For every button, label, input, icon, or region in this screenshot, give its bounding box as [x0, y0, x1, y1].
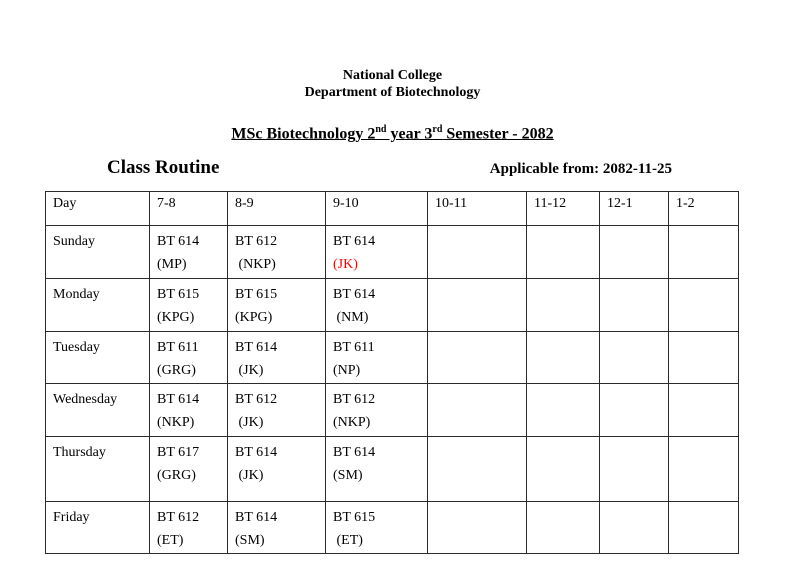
day-label: Tuesday [53, 340, 100, 356]
course-code: BT 612 [235, 392, 278, 408]
day-label: Sunday [53, 234, 95, 250]
slot-cell-empty [527, 226, 600, 279]
document-title [0, 120, 785, 143]
department-name: Department of Biotechnology [304, 85, 481, 100]
slot-cell-empty [527, 384, 600, 437]
header-row [46, 192, 739, 226]
column-header-8-9: 8-9 [228, 192, 326, 226]
subheading-row [0, 157, 785, 179]
slot-cell-empty [669, 332, 739, 384]
slot-cell-empty [527, 279, 600, 332]
course-code: BT 617 [157, 445, 200, 461]
course-code: BT 612 [157, 510, 200, 526]
title-text: Semester - 2082 [442, 125, 554, 143]
day-cell [46, 332, 150, 384]
teacher-initials: (MP) [157, 257, 187, 273]
slot-cell-empty [669, 437, 739, 502]
day-cell [46, 226, 150, 279]
course-code: BT 614 [157, 392, 200, 408]
teacher-initials: (SM) [235, 533, 265, 549]
teacher-initials: (ET) [157, 533, 184, 549]
course-code: BT 614 [157, 234, 200, 250]
course-code: BT 612 [333, 392, 376, 408]
day-cell [46, 279, 150, 332]
day-cell [46, 437, 150, 502]
course-code: BT 614 [235, 445, 278, 461]
course-code: BT 614 [235, 510, 278, 526]
slot-cell [326, 226, 428, 279]
slot-cell-empty [527, 437, 600, 502]
day-label: Wednesday [53, 392, 118, 408]
slot-cell-empty [527, 502, 600, 554]
slot-cell-empty [428, 332, 527, 384]
slot-cell-empty [669, 279, 739, 332]
column-header-11-12: 11-12 [527, 192, 600, 226]
day-label: Friday [53, 510, 90, 526]
table-row-wednesday [46, 384, 739, 437]
course-code: BT 614 [235, 340, 278, 356]
slot-cell-empty [600, 226, 669, 279]
table-row-thursday [46, 437, 739, 502]
slot-cell-empty [669, 502, 739, 554]
slot-cell [228, 226, 326, 279]
teacher-initials: (GRG) [157, 468, 196, 484]
section-title: Class Routine [107, 157, 220, 179]
course-code: BT 615 [157, 287, 200, 303]
course-code: BT 615 [333, 510, 376, 526]
teacher-initials: (GRG) [157, 363, 196, 379]
slot-cell [326, 437, 428, 502]
teacher-initials: (KPG) [157, 310, 195, 326]
slot-cell-empty [669, 226, 739, 279]
course-code: BT 614 [333, 287, 376, 303]
column-header-7-8: 7-8 [150, 192, 228, 226]
slot-cell [150, 279, 228, 332]
class-routine-table [45, 191, 739, 554]
slot-cell-empty [527, 332, 600, 384]
slot-cell [228, 279, 326, 332]
slot-cell-empty [600, 384, 669, 437]
column-header-9-10: 9-10 [326, 192, 428, 226]
slot-cell [150, 384, 228, 437]
table-row-friday [46, 502, 739, 554]
column-header-day: Day [46, 192, 150, 226]
title-text: MSc Biotechnology 2 [231, 125, 376, 143]
slot-cell [228, 332, 326, 384]
slot-cell-empty [428, 226, 527, 279]
table-row-tuesday [46, 332, 739, 384]
slot-cell-empty [428, 437, 527, 502]
slot-cell-empty [428, 502, 527, 554]
applicable-from-date: Applicable from: 2082-11-25 [489, 161, 672, 178]
day-cell [46, 384, 150, 437]
teacher-initials: (SM) [333, 468, 363, 484]
slot-cell [326, 279, 428, 332]
teacher-initials: (NKP) [333, 415, 371, 431]
slot-cell [326, 332, 428, 384]
day-cell [46, 502, 150, 554]
title-superscript-nd: nd [375, 124, 387, 135]
course-code: BT 611 [333, 340, 375, 356]
day-label: Thursday [53, 445, 106, 461]
teacher-initials: (KPG) [235, 310, 273, 326]
teacher-initials: (JK) [235, 468, 264, 484]
table-row-sunday [46, 226, 739, 279]
slot-cell-empty [669, 384, 739, 437]
course-code: BT 614 [333, 445, 376, 461]
slot-cell [228, 437, 326, 502]
slot-cell-empty [600, 279, 669, 332]
column-header-12-1: 12-1 [600, 192, 669, 226]
course-code: BT 615 [235, 287, 278, 303]
table-row-monday [46, 279, 739, 332]
slot-cell [228, 502, 326, 554]
teacher-initials: (NKP) [235, 257, 276, 273]
slot-cell-empty [428, 384, 527, 437]
teacher-initials: (JK) [235, 415, 264, 431]
slot-cell-empty [600, 502, 669, 554]
teacher-initials: (NP) [333, 363, 361, 379]
title-text: year 3 [386, 125, 433, 143]
slot-cell [150, 332, 228, 384]
course-code: BT 612 [235, 234, 278, 250]
teacher-initials: (NKP) [157, 415, 195, 431]
teacher-initials: (ET) [333, 533, 363, 549]
day-label: Monday [53, 287, 100, 303]
slot-cell [150, 226, 228, 279]
slot-cell-empty [428, 279, 527, 332]
slot-cell-empty [600, 332, 669, 384]
course-code: BT 611 [157, 340, 199, 356]
teacher-initials: (JK) [235, 363, 264, 379]
slot-cell [326, 502, 428, 554]
slot-cell [150, 502, 228, 554]
title-superscript-rd: rd [432, 124, 443, 135]
slot-cell [150, 437, 228, 502]
column-header-1-2: 1-2 [669, 192, 739, 226]
course-code: BT 614 [333, 234, 376, 250]
teacher-initials-highlighted: (JK) [333, 257, 358, 273]
college-name: National College [342, 68, 443, 83]
column-header-10-11: 10-11 [428, 192, 527, 226]
teacher-initials: (NM) [333, 310, 369, 326]
slot-cell [326, 384, 428, 437]
slot-cell [228, 384, 326, 437]
letterhead [0, 0, 785, 101]
slot-cell-empty [600, 437, 669, 502]
